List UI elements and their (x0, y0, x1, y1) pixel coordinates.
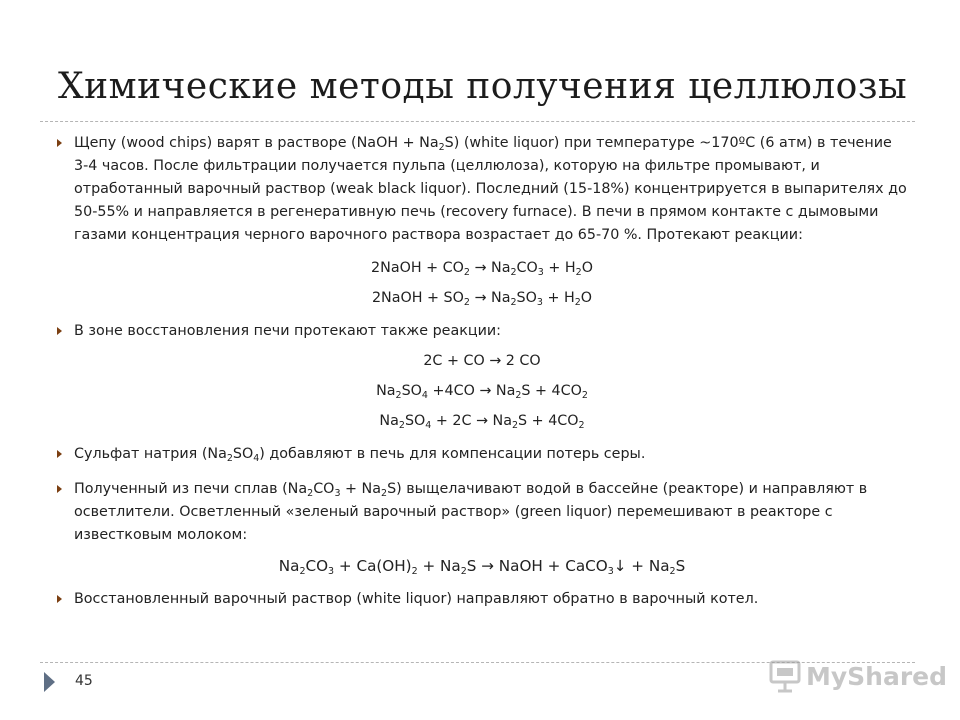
bullet-item (57, 320, 907, 343)
bullet-arrow-icon (57, 485, 62, 493)
page-number: 45 (75, 673, 93, 689)
bullet-text: Щепу (wood chips) варят в растворе (NaOH + $Na_2S$) (white liquor) при температуре ~170ºС (6 атм) в течение 3-4 часов. После фильтрации получается пульпа (целлюлоза), которую на фильтре промывают, и отработанный варочный раствор (weak black liquor). Последний (15-18%) концентрируется в выпарителях до 50-55% и направляется в регенеративную печь (recovery furnace). В печи в прямом контакте с дымовыми газами концентрация черного варочного раствора возрастает до 65-70 %. Протекают реакции: (74, 135, 907, 243)
equation: $Na_2SO_4 + 2C \to Na_2S + 4CO_2$ (379, 413, 585, 431)
bullet-arrow-icon (57, 450, 62, 458)
watermark-text: MyShared (806, 661, 948, 691)
presentation-icon (768, 658, 802, 694)
equation: 2NaOH + $CO_2 \to Na_2CO_3 + H_2O$ (371, 260, 593, 278)
footer-arrow-icon (44, 672, 55, 692)
equation: $Na_2SO_4 +4CO \to Na_2S + 4CO_2$ (376, 383, 588, 401)
bullet-item (57, 478, 907, 547)
equation: $Na_2CO_3 + Ca(OH)_2 + Na_2S$ → NaOH + CaCO$_3$↓ + $Na_2S$ (278, 557, 686, 577)
bullet-item (57, 132, 907, 247)
watermark (768, 654, 947, 698)
bullet-arrow-icon (57, 139, 62, 147)
equation: 2NaOH + $SO_2 \to Na_2SO_3 + H_2O$ (371, 290, 593, 308)
bullet-arrow-icon (57, 327, 62, 335)
bullet-item (57, 588, 907, 611)
bullet-arrow-icon (57, 595, 62, 603)
slide-title: Химические методы получения целлюлозы (58, 66, 908, 107)
slide-content (57, 132, 907, 611)
bullet-text: В зоне восстановления печи протекают также реакции: (74, 323, 501, 339)
bullet-text: Полученный из печи сплав $(Na_2CO_3 + Na_2S)$ выщелачивают водой в бассейне (реакторе) и направляют в осветлители. Осветленный «зеленый варочный раствор» (green liquor) перемешивают в реакторе с известковым молоком: (74, 481, 868, 543)
bullet-item (57, 443, 907, 466)
bullet-text: Сульфат натрия $(Na_2SO_4)$ добавляют в печь для компенсации потерь серы. (74, 446, 646, 464)
bullet-text: Восстановленный варочный раствор (white liquor) направляют обратно в варочный котел. (74, 591, 759, 607)
equation: 2C + CO → 2 CO (423, 353, 541, 369)
title-divider (40, 121, 915, 122)
